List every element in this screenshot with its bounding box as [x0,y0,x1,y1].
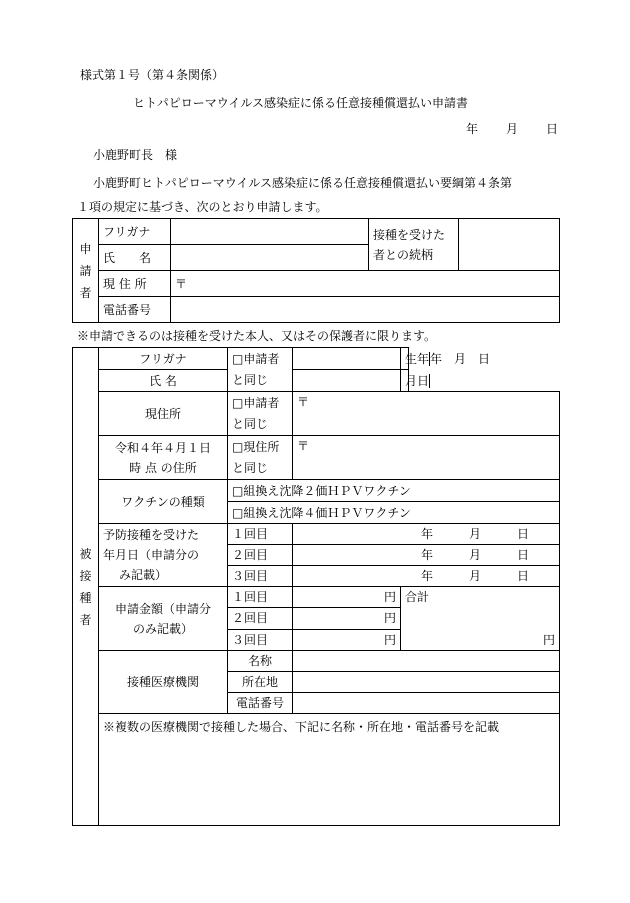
relation-label: 接種を受けた 者との続柄 [369,219,459,271]
dose-1-date-field[interactable]: 年 月 日 [293,524,560,545]
vaccine-type-label: ワクチンの種類 [99,480,228,524]
date-month-label: 月 [506,122,519,136]
multiple-institutions-area[interactable] [99,714,560,826]
postal-mark: 〒 [297,439,310,453]
dose-3-amount-field[interactable]: 円 [293,629,401,650]
dose-3-date-field[interactable]: 年 月 日 [293,566,560,587]
applicant-phone-label: 電話番号 [99,297,171,323]
applicant-phone-field[interactable] [171,297,560,323]
institution-phone-label: 電話番号 [228,693,293,714]
recipient-name-label: 氏 名 [99,370,228,392]
applicant-name-label: 氏 名 [99,245,171,271]
institution-name-label: 名称 [228,651,293,672]
intro-line-2: １項の規定に基づき、次のとおり申請します。 [77,200,328,214]
dose-2-date-field[interactable]: 年 月 日 [293,545,560,566]
relation-field[interactable] [459,219,560,271]
recipient-name-field[interactable] [293,370,401,392]
applicant-section-label: 申 請 者 [73,219,99,323]
reference-same-text: と同じ [228,458,293,480]
dose-1-amount-label: １回目 [228,587,293,608]
applicant-table [72,218,560,323]
applicant-name-field[interactable] [171,245,369,271]
dose-2-date-label: ２回目 [228,545,293,566]
same-as-applicant-text: と同じ [228,370,293,392]
total-label: 合計 [405,590,430,604]
dose-2-amount-field[interactable]: 円 [293,608,401,629]
dose-3-date-label: ３回目 [228,566,293,587]
applicant-address-label: 現 住 所 [99,271,171,297]
multiple-institutions-note: ※複数の医療機関で接種した場合、下記に名称・所在地・電話番号を記載 [103,720,500,734]
reference-same-checkbox[interactable]: □現住所 [228,436,293,458]
postal-mark: 〒 [175,276,188,291]
recipient-table [72,347,560,826]
vaccine-option-bivalent[interactable]: □組換え沈降２価ＨＰＶワクチン [228,480,560,502]
date-year-label: 年 [466,122,479,136]
institution-location-field[interactable] [293,672,560,693]
vaccination-date-label: 予防接種を受けた 年月日（申請分の み記載） [99,524,228,587]
applicant-furigana-field[interactable] [171,219,369,245]
current-address-label: 現住所 [99,392,228,436]
vaccine-option-quadrivalent[interactable]: □組換え沈降４価ＨＰＶワクチン [228,502,560,524]
dose-3-amount-label: ３回目 [228,629,293,650]
dose-1-date-label: １回目 [228,524,293,545]
applicant-address-field[interactable] [171,271,560,297]
addressee: 小鹿野町長 様 [93,148,178,162]
dose-1-amount-field[interactable]: 円 [293,587,401,608]
same-as-applicant-checkbox[interactable]: □申請者 [228,348,293,370]
address-same-checkbox[interactable]: □申請者 [228,392,293,414]
current-address-field[interactable] [293,392,560,436]
date-day-label: 日 [546,122,559,136]
intro-line-1: 小鹿野町ヒトパピローマウイルス感染症に係る任意接種償還払い要綱第４条第 [93,176,513,190]
reference-address-field[interactable] [293,436,560,480]
birth-date-field: 年 月 日 [430,351,491,366]
applicant-furigana-label: フリガナ [99,219,171,245]
applicant-note: ※申請できるのは接種を受けた本人、又はその保護者に限ります。 [77,329,437,343]
total-yen: 円 [542,633,555,647]
form-number: 様式第１号（第４条関係） [80,68,225,82]
recipient-furigana-label: フリガナ [99,348,228,370]
birth-label-top: 生年 [401,352,430,366]
reference-address-label: 令和４年４月１日 時 点 の住所 [99,436,228,480]
amount-label: 申請金額（申請分 のみ記載） [99,587,228,651]
institution-label: 接種医療機関 [99,651,228,714]
birth-label-bottom: 月日 [401,374,430,388]
institution-location-label: 所在地 [228,672,293,693]
total-amount-field[interactable] [401,587,560,651]
institution-name-field[interactable] [293,651,560,672]
recipient-section-label: 被 接 種 者 [73,348,99,826]
institution-phone-field[interactable] [293,693,560,714]
recipient-furigana-field[interactable] [293,348,401,370]
postal-mark: 〒 [297,395,310,409]
form-title: ヒトパピローマウイルス感染症に係る任意接種償還払い申請書 [133,96,469,110]
dose-2-amount-label: ２回目 [228,608,293,629]
address-same-text: と同じ [228,414,293,436]
birth-cell[interactable] [401,348,491,370]
